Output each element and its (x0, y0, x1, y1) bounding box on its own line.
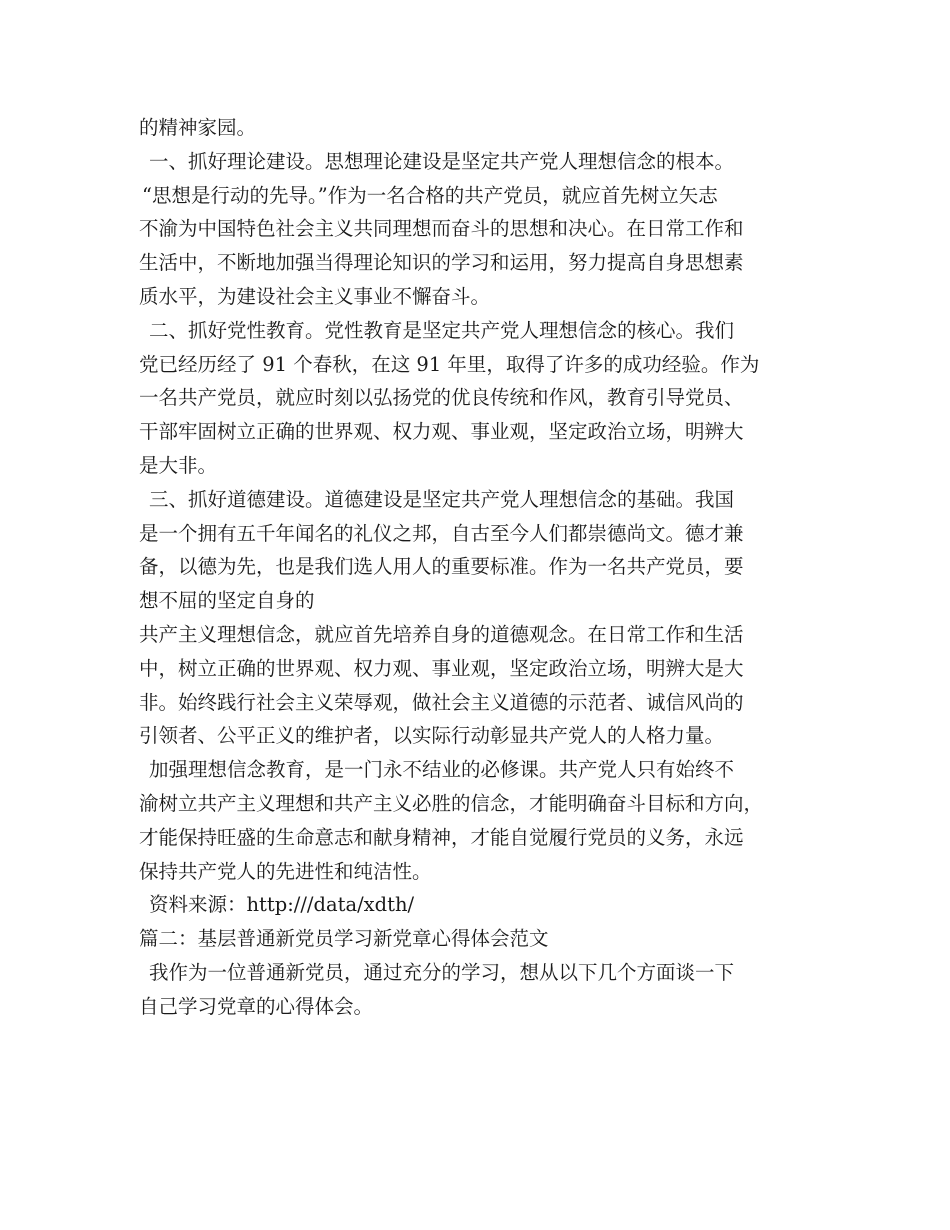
text-line: 不渝为中国特色社会主义共同理想而奋斗的思想和决心。在日常工作和 (139, 217, 744, 241)
text-line: 是大非。 (139, 453, 218, 477)
text-line: 非。始终践行社会主义荣辱观，做社会主义道德的示范者、诚信风尚的 (139, 690, 744, 714)
text-line: 党已经历经了 91 个春秋，在这 91 年里，取得了许多的成功经验。作为 (139, 352, 760, 376)
text-line: 引领者、公平正义的维护者，以实际行动彰显共产党人的人格力量。 (139, 724, 725, 748)
source-line: 资料来源：http:///data/xdth/ (149, 893, 415, 917)
text-line: 质水平，为建设社会主义事业不懈奋斗。 (139, 284, 491, 308)
paragraph-start-line: 我作为一位普通新党员，通过充分的学习，想从以下几个方面谈一下 (149, 960, 735, 984)
text-line: 保持共产党人的先进性和纯洁性。 (139, 859, 432, 883)
text-line: 中，树立正确的世界观、权力观、事业观，坚定政治立场，明辨大是大 (139, 656, 744, 680)
text-line: 生活中，不断地加强当得理论知识的学习和运用，努力提高自身思想素 (139, 251, 744, 275)
text-line: 想不屈的坚定自身的 (139, 589, 315, 613)
text-line: 才能保持旺盛的生命意志和献身精神，才能自觉履行党员的义务，永远 (139, 825, 744, 849)
text-line: 一名共产党员，就应时刻以弘扬党的优良传统和作风，教育引导党员、 (139, 386, 744, 410)
paragraph-start-line: 加强理想信念教育，是一门永不结业的必修课。共产党人只有始终不 (149, 758, 735, 782)
text-line: 备，以德为先，也是我们选人用人的重要标准。作为一名共产党员，要 (139, 555, 744, 579)
text-line: 自己学习党章的心得体会。 (139, 994, 374, 1018)
text-line: 是一个拥有五千年闻名的礼仪之邦，自古至今人们都崇德尚文。德才兼 (139, 521, 744, 545)
text-line: 的精神家园。 (139, 116, 257, 139)
paragraph-start-line: 一、抓好理论建设。思想理论建设是坚定共产党人理想信念的根本。 (149, 149, 735, 173)
paragraph-start-line: 二、抓好党性教育。党性教育是坚定共产党人理想信念的核心。我们 (149, 318, 735, 342)
section-heading: 篇二：基层普通新党员学习新党章心得体会范文 (139, 927, 549, 951)
text-line: 干部牢固树立正确的世界观、权力观、事业观，坚定政治立场，明辨大 (139, 420, 744, 444)
paragraph-start-line: 三、抓好道德建设。道德建设是坚定共产党人理想信念的基础。我国 (149, 487, 735, 511)
text-line: 共产主义理想信念，就应首先培养自身的道德观念。在日常工作和生活 (139, 622, 744, 646)
text-line: “思想是行动的先导。”作为一名合格的共产党员，就应首先树立矢志 (142, 183, 718, 207)
document-body (139, 111, 829, 1024)
text-line: 渝树立共产主义理想和共产主义必胜的信念，才能明确奋斗目标和方向， (139, 791, 764, 815)
